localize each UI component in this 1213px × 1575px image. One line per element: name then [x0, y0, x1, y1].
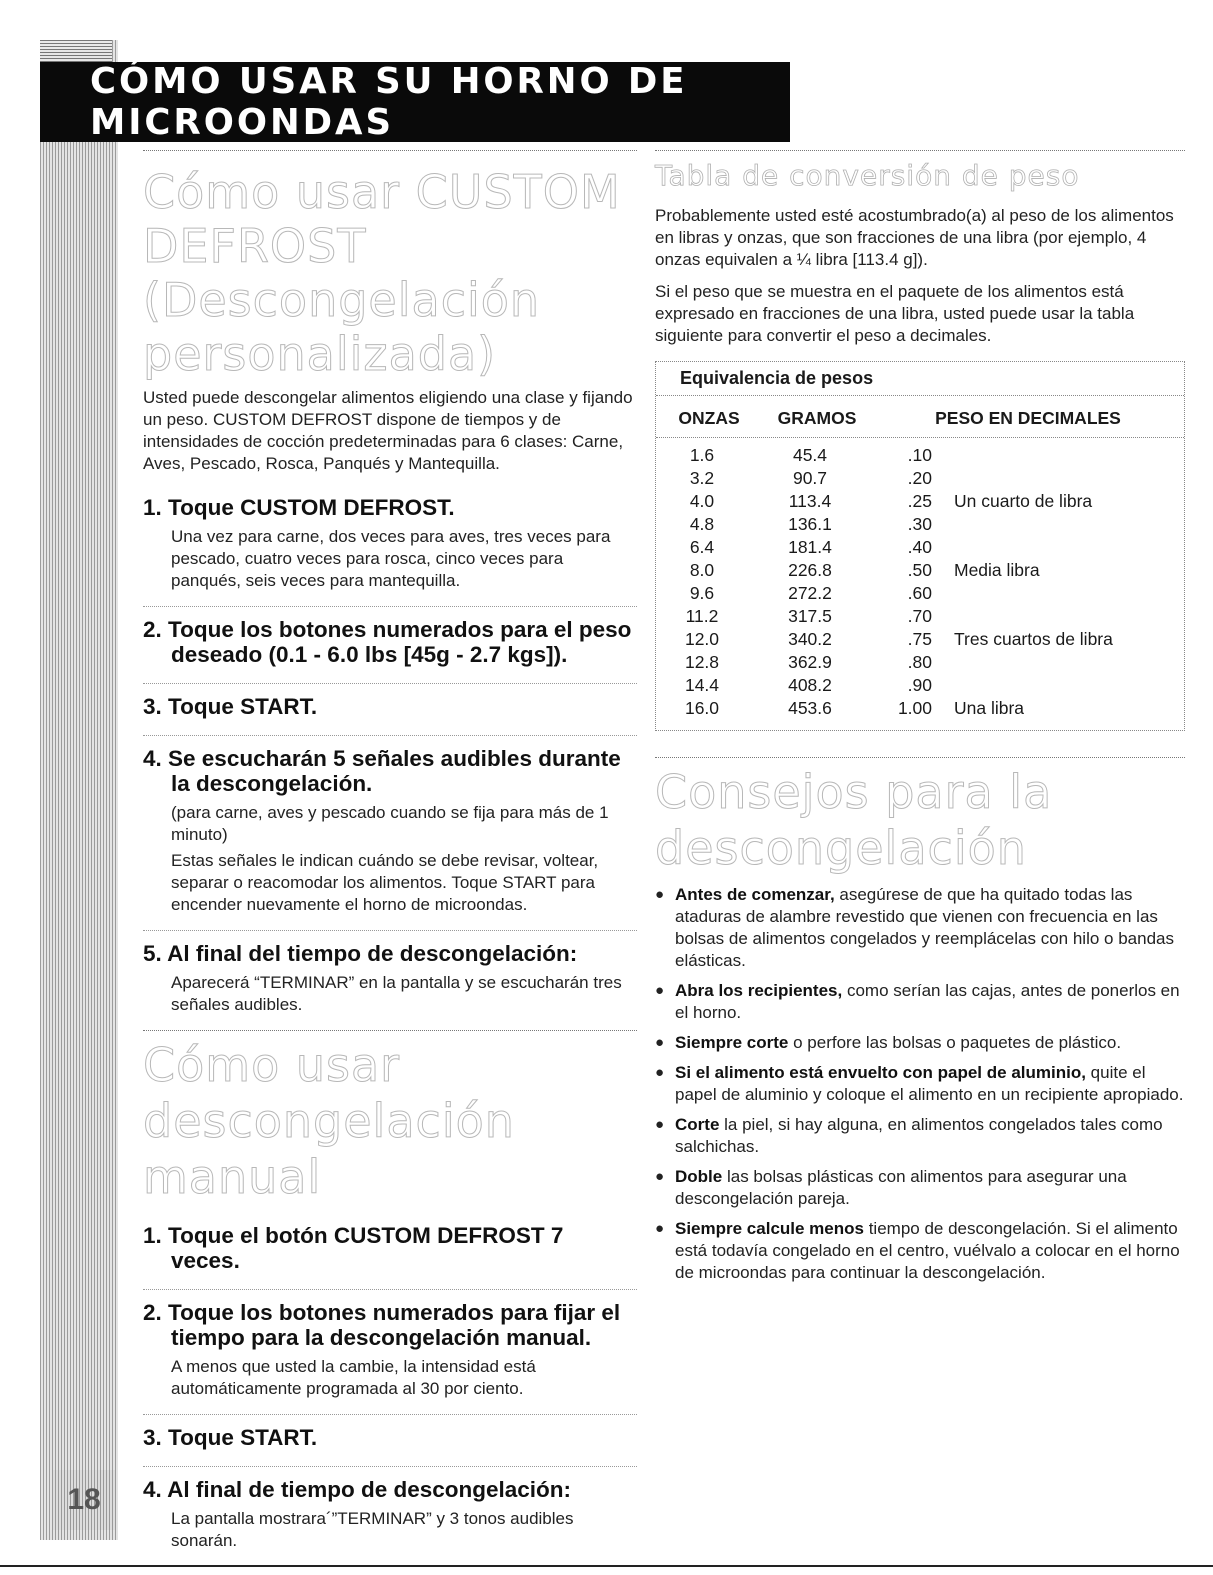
step: [143, 1289, 637, 1414]
page-number: 18: [52, 1470, 116, 1530]
tip-bold: Siempre calcule menos: [675, 1219, 864, 1238]
table-row: [656, 674, 1184, 697]
table-header-ounces: ONZAS: [678, 408, 740, 428]
table-row: [656, 651, 1184, 674]
weight-equivalence-table: [655, 361, 1185, 731]
table-row: [656, 582, 1184, 605]
table-row: [656, 559, 1184, 582]
table-cell: 362.9: [788, 652, 832, 672]
page-header: [40, 62, 790, 142]
table-body: [656, 438, 1184, 730]
tip-bold: Si el alimento está envuelto con papel de aluminio,: [675, 1063, 1086, 1082]
left-column: [143, 150, 637, 1566]
custom-defrost-steps: [143, 485, 637, 1030]
bullet-icon: ●: [655, 886, 665, 903]
tips-title: Consejos para la descongelación: [655, 765, 1053, 875]
bullet-icon: ●: [655, 1034, 665, 1051]
step-text: La pantalla mostrara´”TERMINAR” y 3 tonos audibles sonarán.: [171, 1509, 574, 1550]
table-cell: 113.4: [788, 491, 832, 511]
table-cell: 340.2: [788, 629, 832, 649]
tip-item: [655, 980, 1185, 1024]
table-cell: 181.4: [788, 537, 832, 557]
manual-defrost-title: Cómo usar descongelación manual: [143, 1038, 515, 1204]
custom-defrost-intro: Usted puede descongelar alimentos eligiendo una clase y fijando un peso. CUSTOM DEFROST dispone de tiempos y de intensidades de cocción predeterminadas para 6 clases: Carne, Aves, Pescado, Rosca, Panqués y Mantequilla.: [143, 388, 633, 473]
step-text: Estas señales le indican cuándo se debe revisar, voltear, separar o reacomodar los alimentos. Toque START para encender nuevamente el horno de microondas.: [171, 851, 599, 914]
step: [143, 930, 637, 1030]
table-cell: .40: [907, 537, 932, 557]
tip-bold: Corte: [675, 1115, 720, 1134]
right-column: [655, 150, 1185, 1292]
manual-defrost-steps: [143, 1213, 637, 1566]
tip-text: quite el papel de aluminio y coloque el alimento en un recipiente apropiado.: [675, 1063, 1184, 1104]
divider: [143, 1030, 637, 1031]
table-cell: .90: [907, 675, 932, 695]
table-cell: [932, 674, 1184, 697]
divider: [655, 150, 1185, 151]
step-text: Aparecerá “TERMINAR” en la pantalla y se escucharán tres señales audibles.: [171, 973, 622, 1014]
tip-item: [655, 1032, 1185, 1054]
table-cell: 12.0: [684, 629, 720, 649]
page-header-title: CÓMO USAR SU HORNO DE MICROONDAS: [90, 61, 688, 143]
tip-bold: Antes de comenzar,: [675, 885, 835, 904]
table-cell: 12.8: [684, 652, 720, 672]
table-cell: .75: [907, 629, 932, 649]
table-cell: 317.5: [788, 606, 832, 626]
table-cell: .20: [907, 468, 932, 488]
tip-text: como serían las cajas, antes de ponerlos en el horno.: [675, 981, 1180, 1022]
step: [143, 1466, 637, 1566]
table-cell: 45.4: [792, 445, 828, 465]
tip-item: [655, 1166, 1185, 1210]
step-heading: 3. Toque START.: [143, 1425, 318, 1450]
tips-list: [655, 884, 1185, 1284]
tip-text: tiempo de descongelación. Si el alimento está todavía congelado en el centro, vuélvalo a colocar en el horno de microondas para continuar la descongelación.: [675, 1219, 1180, 1282]
table-cell: 90.7: [792, 468, 828, 488]
table-cell: 1.6: [689, 445, 715, 465]
table-cell: [932, 651, 1184, 674]
step-heading: 5. Al final del tiempo de descongelación:: [143, 941, 578, 966]
table-cell: 272.2: [788, 583, 832, 603]
table-header-grams: GRAMOS: [777, 408, 857, 428]
table-cell: [932, 536, 1184, 559]
tip-item: [655, 1218, 1185, 1284]
table-cell: .10: [907, 445, 932, 465]
table-cell: 6.4: [689, 537, 715, 557]
step-heading: 4. Se escucharán 5 señales audibles durante la descongelación.: [143, 746, 621, 796]
table-cell: Una libra: [954, 698, 1025, 718]
step-heading: 1. Toque el botón CUSTOM DEFROST 7 veces.: [143, 1223, 564, 1273]
tip-bold: Doble: [675, 1167, 723, 1186]
step-heading: 1. Toque CUSTOM DEFROST.: [143, 495, 455, 520]
conversion-title: Tabla de conversión de peso: [655, 159, 1080, 192]
step: [143, 1213, 637, 1289]
conversion-paragraph-2: Si el peso que se muestra en el paquete de los alimentos está expresado en fracciones de una libra, usted puede usar la tabla siguiente para convertir el peso a decimales.: [655, 282, 1135, 345]
tip-text: o perfore las bolsas o paquetes de plástico.: [788, 1033, 1122, 1052]
tip-text: asegúrese de que ha quitado todas las ataduras de alambre revestido que vienen con frecuencia en las bolsas de alimentos congelados y reemplácelas con hilo o bandas elásticas.: [675, 885, 1174, 970]
table-row: [656, 536, 1184, 559]
table-row: [656, 490, 1184, 513]
table-cell: 9.6: [689, 583, 715, 603]
step-heading: 2. Toque los botones numerados para fijar el tiempo para la descongelación manual.: [143, 1300, 621, 1350]
table-cell: 8.0: [689, 560, 715, 580]
table-header-row: [656, 396, 1184, 438]
tip-text: las bolsas plásticas con alimentos para asegurar una descongelación pareja.: [675, 1167, 1127, 1208]
table-cell: .80: [907, 652, 932, 672]
table-row: [656, 467, 1184, 490]
table-cell: 11.2: [685, 606, 719, 626]
table-cell: 14.4: [684, 675, 720, 695]
table-title: Equivalencia de pesos: [656, 362, 1184, 396]
table-cell: [932, 444, 1184, 467]
step: [143, 606, 637, 683]
step-text: A menos que usted la cambie, la intensidad está automáticamente programada al 30 por ciento.: [171, 1357, 536, 1398]
step-heading: 3. Toque START.: [143, 694, 318, 719]
conversion-paragraph-1: Probablemente usted esté acostumbrado(a) al peso de los alimentos en libras y onzas, que son fracciones de una libra (por ejemplo, 4 onzas equivalen a ¼ libra [113.4 g]).: [655, 206, 1174, 269]
table-row: [656, 513, 1184, 536]
table-row: [656, 605, 1184, 628]
table-cell: Media libra: [954, 560, 1040, 580]
step: [143, 735, 637, 930]
table-row: [656, 628, 1184, 651]
table-cell: 4.8: [689, 514, 715, 534]
divider: [143, 150, 637, 151]
step: [143, 1414, 637, 1466]
bullet-icon: ●: [655, 1168, 665, 1185]
table-cell: 408.2: [788, 675, 832, 695]
step-heading: 2. Toque los botones numerados para el peso deseado (0.1 - 6.0 lbs [45g - 2.7 kgs]).: [143, 617, 632, 667]
step: [143, 485, 637, 606]
tip-item: [655, 884, 1185, 972]
decorative-corner: [40, 40, 112, 62]
divider: [655, 757, 1185, 758]
bullet-icon: ●: [655, 1220, 665, 1237]
table-cell: 226.8: [788, 560, 832, 580]
table-cell: [932, 513, 1184, 536]
table-cell: .25: [907, 491, 932, 511]
table-cell: 3.2: [689, 468, 715, 488]
table-cell: .30: [907, 514, 932, 534]
step: [143, 683, 637, 735]
custom-defrost-title: Cómo usar CUSTOM DEFROST (Descongelación personalizada): [143, 165, 621, 381]
table-cell: .60: [907, 583, 932, 603]
bullet-icon: ●: [655, 1116, 665, 1133]
bullet-icon: ●: [655, 982, 665, 999]
bullet-icon: ●: [655, 1064, 665, 1081]
tip-bold: Abra los recipientes,: [675, 981, 843, 1000]
table-cell: .50: [907, 560, 932, 580]
table-header-decimal: PESO EN DECIMALES: [935, 408, 1121, 428]
table-cell: 16.0: [684, 698, 720, 718]
table-cell: .70: [907, 606, 932, 626]
table-row: [656, 697, 1184, 720]
decorative-side-strip: [40, 40, 118, 1540]
tip-bold: Siempre corte: [675, 1033, 789, 1052]
step-heading: 4. Al final de tiempo de descongelación:: [143, 1477, 571, 1502]
tip-item: [655, 1114, 1185, 1158]
table-cell: 4.0: [689, 491, 715, 511]
table-cell: Un cuarto de libra: [954, 491, 1093, 511]
table-cell: 453.6: [788, 698, 832, 718]
tip-text: la piel, si hay alguna, en alimentos congelados tales como salchichas.: [675, 1115, 1163, 1156]
tip-item: [655, 1062, 1185, 1106]
table-cell: [932, 582, 1184, 605]
step-text: (para carne, aves y pescado cuando se fija para más de 1 minuto): [171, 803, 609, 844]
table-cell: [932, 605, 1184, 628]
table-row: [656, 444, 1184, 467]
table-cell: 1.00: [897, 698, 932, 718]
table-cell: [932, 467, 1184, 490]
table-cell: 136.1: [788, 514, 832, 534]
table-cell: Tres cuartos de libra: [954, 629, 1113, 649]
step-text: Una vez para carne, dos veces para aves, tres veces para pescado, cuatro veces para rosca, cinco veces para panqués, seis veces para mantequilla.: [171, 527, 611, 590]
